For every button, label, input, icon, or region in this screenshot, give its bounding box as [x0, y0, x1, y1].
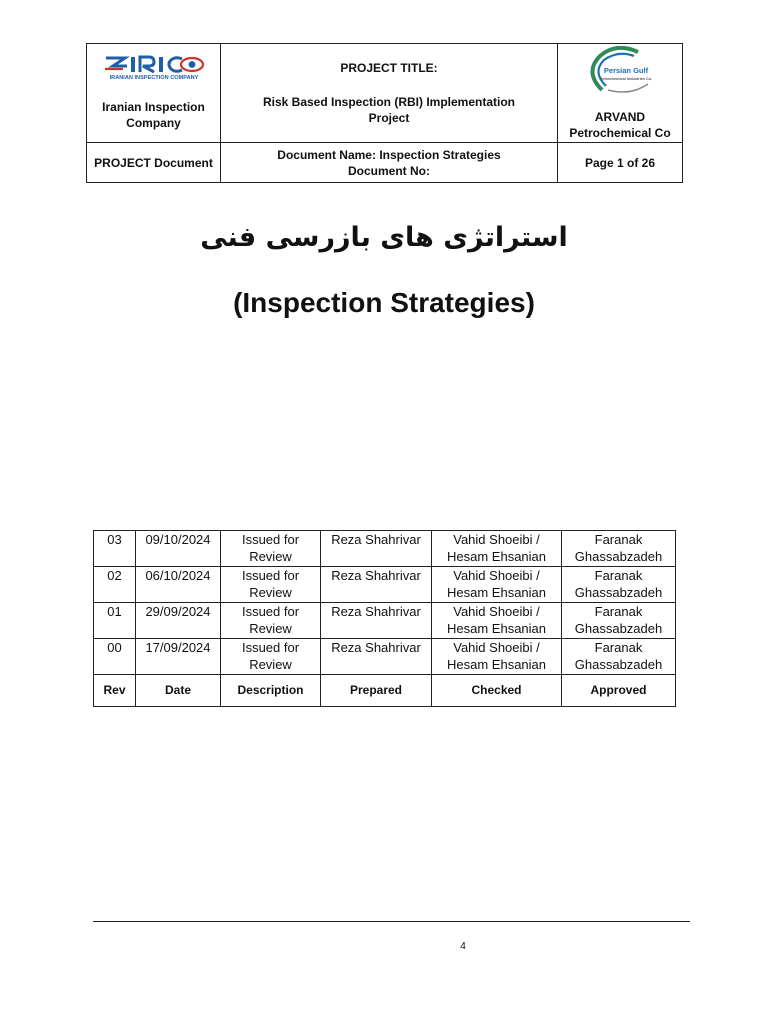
revision-row: [94, 603, 676, 639]
client-name: ARVAND Petrochemical Co: [569, 110, 671, 140]
description-cell: Issued for Review: [221, 639, 321, 675]
date-cell: 17/09/2024: [136, 639, 221, 675]
footer-divider: [93, 921, 690, 922]
persian-gulf-logo-text: Persian Gulf: [603, 66, 649, 75]
column-header: Checked: [432, 675, 562, 707]
document-title-persian: استراتژی های بازرسی فنی: [200, 222, 568, 253]
revision-history-table: [93, 530, 676, 707]
prepared-cell: Reza Shahrivar: [321, 603, 432, 639]
project-title-cell: [221, 44, 558, 143]
date-cell: 06/10/2024: [136, 567, 221, 603]
checked-cell: Vahid Shoeibi / Hesam Ehsanian: [432, 603, 562, 639]
rev-cell: 00: [94, 639, 136, 675]
persian-gulf-logo: [586, 46, 656, 96]
document-number: Document No:: [348, 163, 430, 178]
document-title-english: (Inspection Strategies): [233, 287, 535, 318]
column-header: Rev: [94, 675, 136, 707]
date-cell: 09/10/2024: [136, 531, 221, 567]
project-document-label: PROJECT Document: [87, 143, 221, 183]
iric-logo-subtitle: IRANIAN INSPECTION COMPANY: [109, 75, 199, 80]
prepared-cell: Reza Shahrivar: [321, 639, 432, 675]
prepared-cell: Reza Shahrivar: [321, 531, 432, 567]
revision-row: [94, 567, 676, 603]
description-cell: Issued for Review: [221, 531, 321, 567]
checked-cell: Vahid Shoeibi / Hesam Ehsanian: [432, 639, 562, 675]
prepared-cell: Reza Shahrivar: [321, 567, 432, 603]
approved-cell: Faranak Ghassabzadeh: [562, 603, 676, 639]
checked-cell: Vahid Shoeibi / Hesam Ehsanian: [432, 567, 562, 603]
revision-row: [94, 639, 676, 675]
column-header: Date: [136, 675, 221, 707]
date-cell: 29/09/2024: [136, 603, 221, 639]
company-cell: [87, 44, 221, 143]
column-header: Prepared: [321, 675, 432, 707]
page-number: 4: [460, 941, 466, 952]
page-indicator: Page 1 of 26: [558, 143, 683, 183]
project-title: Risk Based Inspection (RBI) Implementation Project: [262, 95, 516, 125]
persian-gulf-logo-subtitle: Petrochemical Industries Co.: [599, 77, 653, 81]
rev-cell: 01: [94, 603, 136, 639]
iric-logo: [103, 54, 205, 80]
approved-cell: Faranak Ghassabzadeh: [562, 567, 676, 603]
project-title-label: PROJECT TITLE:: [340, 61, 438, 75]
column-header: Approved: [562, 675, 676, 707]
approved-cell: Faranak Ghassabzadeh: [562, 531, 676, 567]
client-cell: [558, 44, 683, 143]
approved-cell: Faranak Ghassabzadeh: [562, 639, 676, 675]
column-header: Description: [221, 675, 321, 707]
document-name: Document Name: Inspection Strategies: [277, 147, 501, 162]
rev-cell: 02: [94, 567, 136, 603]
revision-header-row: [94, 675, 676, 707]
checked-cell: Vahid Shoeibi / Hesam Ehsanian: [432, 531, 562, 567]
document-name-cell: [221, 143, 558, 183]
rev-cell: 03: [94, 531, 136, 567]
description-cell: Issued for Review: [221, 603, 321, 639]
document-header-table: [86, 43, 683, 183]
description-cell: Issued for Review: [221, 567, 321, 603]
company-name: Iranian Inspection Company: [102, 100, 205, 130]
revision-row: [94, 531, 676, 567]
